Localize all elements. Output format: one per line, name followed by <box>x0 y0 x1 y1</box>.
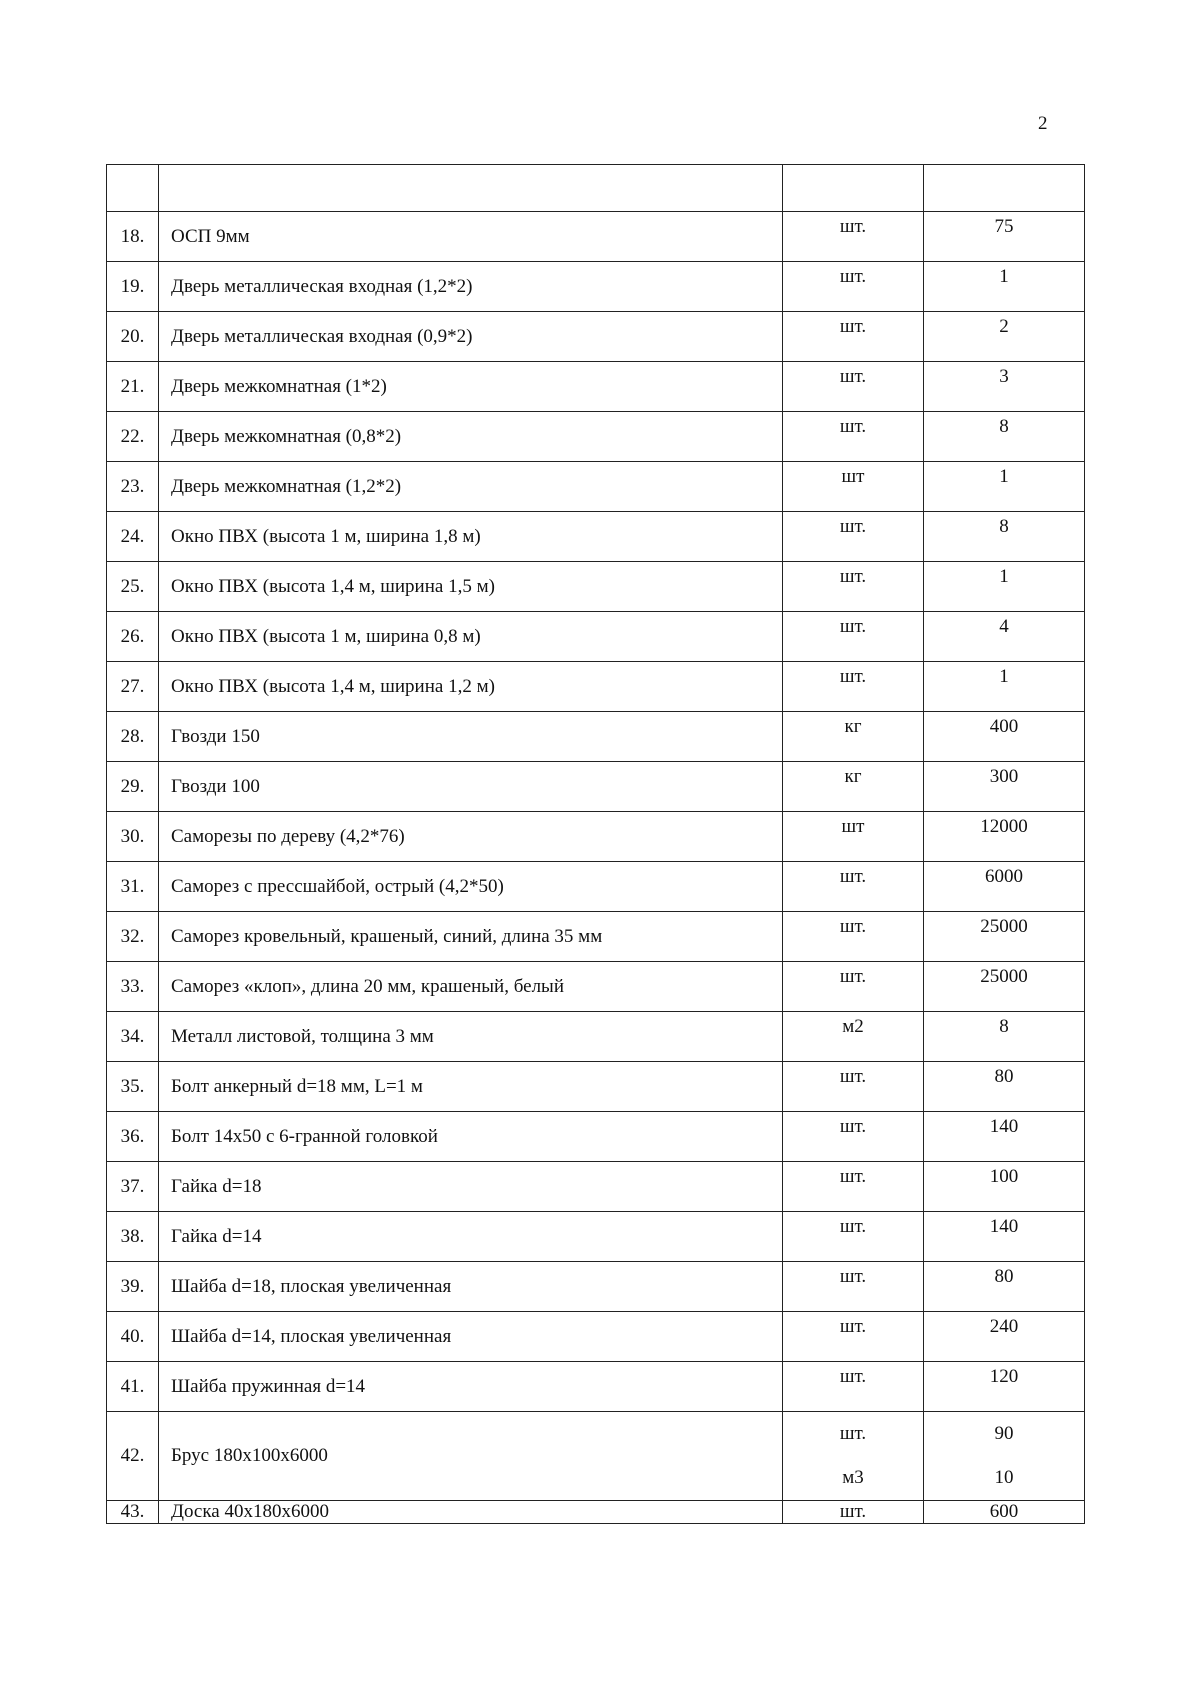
row-number: 18. <box>107 212 159 262</box>
table-row <box>107 912 1085 962</box>
row-item-name: Гвозди 100 <box>159 762 783 812</box>
row-quantity: 140 <box>924 1112 1085 1162</box>
table-row <box>107 1162 1085 1212</box>
row-quantity: 12000 <box>924 812 1085 862</box>
row-item-name: Окно ПВХ (высота 1 м, ширина 1,8 м) <box>159 512 783 562</box>
row-item-name: Шайба d=18, плоская увеличенная <box>159 1262 783 1312</box>
row-number: 20. <box>107 312 159 362</box>
row-unit-secondary: м3 <box>842 1467 864 1488</box>
header-cell-quantity <box>924 165 1085 212</box>
row-number: 24. <box>107 512 159 562</box>
row-unit: шт. <box>783 1162 924 1212</box>
row-quantity: 1 <box>924 562 1085 612</box>
table-row <box>107 1501 1085 1524</box>
row-quantity: 90 <box>994 1423 1014 1444</box>
row-quantity: 1 <box>924 662 1085 712</box>
row-unit: шт. <box>783 612 924 662</box>
row-unit: кг <box>783 762 924 812</box>
table-row <box>107 1212 1085 1262</box>
row-quantity: 3 <box>924 362 1085 412</box>
table-row <box>107 762 1085 812</box>
table-row <box>107 462 1085 512</box>
table-row <box>107 812 1085 862</box>
row-item-name: Гвозди 150 <box>159 712 783 762</box>
row-item-name: Дверь металлическая входная (1,2*2) <box>159 262 783 312</box>
row-item-name: Болт 14х50 с 6-гранной головкой <box>159 1112 783 1162</box>
table-row <box>107 262 1085 312</box>
row-number: 41. <box>107 1362 159 1412</box>
row-item-name: Саморез с прессшайбой, острый (4,2*50) <box>159 862 783 912</box>
row-number: 42. <box>107 1412 159 1501</box>
row-item-name: Саморезы по дереву (4,2*76) <box>159 812 783 862</box>
row-unit: шт. <box>783 212 924 262</box>
row-quantity: 300 <box>924 762 1085 812</box>
row-number: 23. <box>107 462 159 512</box>
row-unit: шт. <box>783 1062 924 1112</box>
row-number: 31. <box>107 862 159 912</box>
table-row <box>107 712 1085 762</box>
row-number: 32. <box>107 912 159 962</box>
row-number: 39. <box>107 1262 159 1312</box>
row-item-name: Шайба d=14, плоская увеличенная <box>159 1312 783 1362</box>
row-number: 27. <box>107 662 159 712</box>
row-unit: м2 <box>783 1012 924 1062</box>
row-quantity: 2 <box>924 312 1085 362</box>
row-unit: шт. <box>783 562 924 612</box>
row-number: 43. <box>107 1501 159 1524</box>
row-quantity: 140 <box>924 1212 1085 1262</box>
row-unit: шт. <box>783 1112 924 1162</box>
row-item-name: Доска 40х180х6000 <box>159 1501 783 1524</box>
table-row <box>107 1412 1085 1501</box>
row-item-name: Шайба пружинная d=14 <box>159 1362 783 1412</box>
row-item-name: Дверь межкомнатная (0,8*2) <box>159 412 783 462</box>
row-number: 35. <box>107 1062 159 1112</box>
row-quantity: 240 <box>924 1312 1085 1362</box>
row-unit: шт. <box>783 1501 924 1524</box>
table-row <box>107 212 1085 262</box>
row-item-name: Гайка d=18 <box>159 1162 783 1212</box>
row-unit: шт. <box>783 862 924 912</box>
row-number: 22. <box>107 412 159 462</box>
row-unit: шт. <box>783 412 924 462</box>
row-quantity: 1 <box>924 462 1085 512</box>
row-quantity-secondary: 10 <box>994 1467 1014 1488</box>
row-unit: шт <box>783 812 924 862</box>
row-item-name: Металл листовой, толщина 3 мм <box>159 1012 783 1062</box>
table-row <box>107 962 1085 1012</box>
row-unit: шт. <box>783 1212 924 1262</box>
table-row <box>107 1262 1085 1312</box>
table-row <box>107 1012 1085 1062</box>
row-unit: шт. <box>783 312 924 362</box>
materials-table <box>106 164 1085 1524</box>
row-quantity: 8 <box>924 412 1085 462</box>
row-unit: шт. <box>783 1362 924 1412</box>
row-item-name: Гайка d=14 <box>159 1212 783 1262</box>
row-number: 26. <box>107 612 159 662</box>
row-item-name: Дверь межкомнатная (1*2) <box>159 362 783 412</box>
table-row <box>107 1112 1085 1162</box>
row-item-name: Дверь межкомнатная (1,2*2) <box>159 462 783 512</box>
table-row <box>107 362 1085 412</box>
row-quantity: 80 <box>924 1262 1085 1312</box>
row-number: 36. <box>107 1112 159 1162</box>
page-number: 2 <box>1038 113 1048 134</box>
row-quantity: 600 <box>924 1501 1085 1524</box>
table-row <box>107 562 1085 612</box>
row-unit: кг <box>783 712 924 762</box>
table-row <box>107 662 1085 712</box>
row-unit: шт. <box>783 912 924 962</box>
row-quantity: 6000 <box>924 862 1085 912</box>
table-row <box>107 412 1085 462</box>
row-unit: шт. <box>783 662 924 712</box>
table-row <box>107 1312 1085 1362</box>
row-number: 25. <box>107 562 159 612</box>
row-unit: шт <box>783 462 924 512</box>
row-item-name: Саморез «клоп», длина 20 мм, крашеный, белый <box>159 962 783 1012</box>
table-header-row <box>107 165 1085 212</box>
row-number: 34. <box>107 1012 159 1062</box>
header-cell-number <box>107 165 159 212</box>
row-unit: шт. <box>839 1423 867 1444</box>
table-row <box>107 1062 1085 1112</box>
row-item-name: Брус 180х100х6000 <box>159 1412 783 1501</box>
row-unit: шт. <box>783 962 924 1012</box>
row-number: 19. <box>107 262 159 312</box>
row-number: 28. <box>107 712 159 762</box>
row-unit: шт. <box>783 1262 924 1312</box>
table-row <box>107 512 1085 562</box>
row-unit: шт. <box>783 512 924 562</box>
table-row <box>107 312 1085 362</box>
row-unit: шт. <box>783 262 924 312</box>
row-item-name: Окно ПВХ (высота 1,4 м, ширина 1,5 м) <box>159 562 783 612</box>
row-unit: шт. <box>783 362 924 412</box>
row-number: 38. <box>107 1212 159 1262</box>
row-item-name: Болт анкерный d=18 мм, L=1 м <box>159 1062 783 1112</box>
table-row <box>107 862 1085 912</box>
row-unit-cell <box>783 1412 924 1501</box>
row-quantity-cell <box>924 1412 1085 1501</box>
row-quantity: 1 <box>924 262 1085 312</box>
row-quantity: 100 <box>924 1162 1085 1212</box>
row-quantity: 400 <box>924 712 1085 762</box>
row-number: 30. <box>107 812 159 862</box>
row-number: 29. <box>107 762 159 812</box>
row-item-name: Саморез кровельный, крашеный, синий, длина 35 мм <box>159 912 783 962</box>
materials-table-body <box>107 165 1085 1524</box>
table-row <box>107 1362 1085 1412</box>
row-quantity: 25000 <box>924 912 1085 962</box>
table-row <box>107 612 1085 662</box>
row-number: 40. <box>107 1312 159 1362</box>
row-quantity: 75 <box>924 212 1085 262</box>
row-item-name: ОСП 9мм <box>159 212 783 262</box>
row-quantity: 25000 <box>924 962 1085 1012</box>
row-quantity: 80 <box>924 1062 1085 1112</box>
row-quantity: 4 <box>924 612 1085 662</box>
row-unit: шт. <box>783 1312 924 1362</box>
row-item-name: Окно ПВХ (высота 1 м, ширина 0,8 м) <box>159 612 783 662</box>
row-quantity: 8 <box>924 1012 1085 1062</box>
row-quantity: 120 <box>924 1362 1085 1412</box>
row-number: 33. <box>107 962 159 1012</box>
row-number: 37. <box>107 1162 159 1212</box>
row-number: 21. <box>107 362 159 412</box>
header-cell-name <box>159 165 783 212</box>
row-quantity: 8 <box>924 512 1085 562</box>
row-item-name: Окно ПВХ (высота 1,4 м, ширина 1,2 м) <box>159 662 783 712</box>
header-cell-unit <box>783 165 924 212</box>
row-item-name: Дверь металлическая входная (0,9*2) <box>159 312 783 362</box>
